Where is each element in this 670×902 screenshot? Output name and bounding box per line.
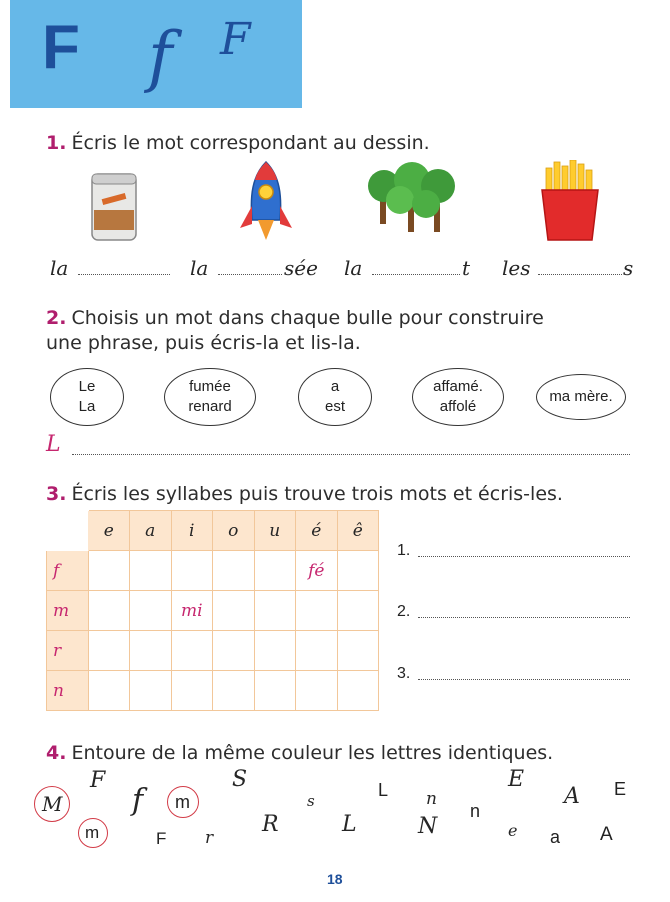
exercise-4-title (46, 741, 553, 765)
forest-trees-icon (366, 160, 464, 244)
grid-cell[interactable] (130, 631, 172, 671)
letter-print-capital-l[interactable]: L (378, 780, 389, 800)
word-bubble-1[interactable] (50, 368, 124, 426)
letter-cursive-f[interactable]: f (132, 783, 144, 818)
exercise-3-number: 3. (46, 483, 67, 505)
letter-print-capital-f[interactable]: F (156, 829, 167, 848)
grid-cell[interactable] (337, 631, 379, 671)
letter-print-a[interactable]: a (550, 827, 561, 847)
grid-cell[interactable] (88, 551, 130, 591)
word-suffix-2: sée (284, 256, 318, 280)
word-answer-line-3[interactable] (418, 679, 630, 680)
word-prefix-2: la (190, 256, 209, 280)
grid-vowel-a: a (130, 511, 172, 551)
grid-consonant-m: m (47, 591, 89, 631)
exercise-2-instruction-line1: Choisis un mot dans chaque bulle pour construire (71, 307, 544, 329)
exercise-1-answer-row (0, 256, 670, 286)
bubble-4-word-bottom[interactable]: affolé (439, 398, 477, 415)
grid-cell[interactable] (254, 551, 296, 591)
letter-cursive-capital-f[interactable]: F (90, 768, 106, 793)
flour-bag-icon (86, 168, 142, 244)
grid-cell[interactable] (88, 671, 130, 711)
grid-cell[interactable] (130, 551, 172, 591)
grid-cell[interactable] (254, 591, 296, 631)
bubble-2-word-bottom[interactable]: renard (188, 398, 232, 415)
french-fries-icon (538, 160, 602, 242)
header-cursive-letter: f (148, 18, 173, 95)
grid-cell[interactable] (130, 591, 172, 631)
answer-line-3[interactable] (372, 274, 460, 275)
word-answer-line-2[interactable] (418, 617, 630, 618)
grid-cell[interactable] (296, 631, 338, 671)
exercise-2-title-line2: une phrase, puis écris-la et lis-la. (46, 332, 361, 354)
grid-cell[interactable] (337, 551, 379, 591)
grid-consonant-f: f (47, 551, 89, 591)
letter-cursive-capital-m[interactable]: M (42, 792, 63, 816)
bubble-3-word-bottom[interactable]: est (324, 398, 345, 415)
bubble-4-word-top[interactable]: affamé. (433, 378, 483, 395)
letter-cursive-n[interactable]: n (426, 789, 437, 809)
exercise-1-instruction: Écris le mot correspondant au dessin. (71, 132, 430, 154)
answer-line-1[interactable] (78, 274, 170, 275)
letter-cursive-e[interactable]: e (508, 821, 518, 840)
word-bubble-3[interactable] (298, 368, 372, 426)
bubble-1-word-bottom[interactable]: La (78, 398, 96, 415)
grid-cell[interactable] (130, 671, 172, 711)
sentence-start-letter: L (46, 432, 61, 457)
letter-cursive-capital-a[interactable]: A (564, 784, 580, 809)
grid-cell-fe[interactable]: fé (296, 551, 338, 591)
syllable-grid (46, 510, 379, 711)
grid-cell[interactable] (296, 671, 338, 711)
grid-cell[interactable] (171, 671, 213, 711)
letter-print-m[interactable]: m (85, 823, 100, 842)
answer-line-4[interactable] (538, 274, 622, 275)
answer-label-2: 2. (397, 603, 411, 620)
grid-corner (47, 511, 89, 551)
letter-print-m[interactable]: m (175, 792, 190, 812)
grid-cell[interactable] (337, 671, 379, 711)
word-bubble-4[interactable] (412, 368, 504, 426)
bubble-2-word-top[interactable]: fumée (189, 378, 231, 395)
grid-cell[interactable] (254, 631, 296, 671)
grid-vowel-o: o (213, 511, 255, 551)
bubble-3-word-top[interactable]: a (330, 378, 340, 395)
letter-header-banner (10, 0, 302, 108)
grid-cell[interactable] (171, 551, 213, 591)
exercise-2-title (46, 306, 544, 330)
letter-print-capital-e[interactable]: E (614, 779, 627, 799)
word-prefix-4: les (502, 256, 531, 280)
answer-label-3: 3. (397, 665, 411, 682)
grid-vowel-i: i (171, 511, 213, 551)
answer-label-1: 1. (397, 542, 411, 559)
word-prefix-3: la (344, 256, 363, 280)
exercise-2-number: 2. (46, 307, 67, 329)
exercise-1-title (46, 131, 430, 155)
letter-cursive-capital-s[interactable]: S (232, 767, 248, 792)
word-answer-line-1[interactable] (418, 556, 630, 557)
grid-vowel-e-circumflex: ê (337, 511, 379, 551)
grid-vowel-e: e (88, 511, 130, 551)
exercise-4-instruction: Entoure de la même couleur les lettres identiques. (71, 742, 554, 764)
grid-cell[interactable] (88, 591, 130, 631)
grid-cell-mi[interactable]: mi (171, 591, 213, 631)
grid-cell[interactable] (171, 631, 213, 671)
word-suffix-3: t (462, 256, 471, 280)
grid-cell[interactable] (213, 551, 255, 591)
grid-cell[interactable] (337, 591, 379, 631)
word-suffix-4: s (623, 256, 634, 280)
grid-cell[interactable] (296, 591, 338, 631)
grid-vowel-e-acute: é (296, 511, 338, 551)
grid-cell[interactable] (213, 631, 255, 671)
word-bubble-5[interactable] (536, 374, 626, 420)
grid-cell[interactable] (254, 671, 296, 711)
answer-line-2[interactable] (218, 274, 282, 275)
word-bubble-2[interactable] (164, 368, 256, 426)
bubble-1-word-top[interactable]: Le (78, 378, 96, 395)
word-prefix-1: la (50, 256, 69, 280)
grid-consonant-r: r (47, 631, 89, 671)
exercise-3-title (46, 482, 563, 506)
grid-cell[interactable] (88, 631, 130, 671)
grid-cell[interactable] (213, 671, 255, 711)
letter-print-n[interactable]: n (470, 801, 481, 821)
grid-vowel-u: u (254, 511, 296, 551)
letter-cursive-capital-l[interactable]: L (342, 812, 357, 837)
letter-cursive-capital-e[interactable]: E (508, 767, 525, 792)
header-cursive-capital: F (220, 14, 251, 65)
sentence-answer-line[interactable] (72, 454, 630, 455)
letter-cursive-r[interactable]: r (205, 828, 214, 848)
letter-print-capital-a[interactable]: A (600, 824, 613, 845)
grid-cell[interactable] (213, 591, 255, 631)
page-number: 18 (327, 871, 343, 887)
letter-cursive-capital-n[interactable]: N (418, 814, 438, 839)
rocket-icon (236, 158, 296, 244)
bubble-5-word-top[interactable]: ma mère. (549, 388, 613, 405)
exercise-3-instruction: Écris les syllabes puis trouve trois mots et écris-les. (71, 483, 563, 505)
letter-cursive-capital-r[interactable]: R (262, 812, 279, 837)
header-print-letter: F (42, 13, 80, 82)
grid-consonant-n: n (47, 671, 89, 711)
exercise-1-number: 1. (46, 132, 67, 154)
exercise-4-number: 4. (46, 742, 67, 764)
letter-cursive-s[interactable]: s (307, 792, 315, 810)
